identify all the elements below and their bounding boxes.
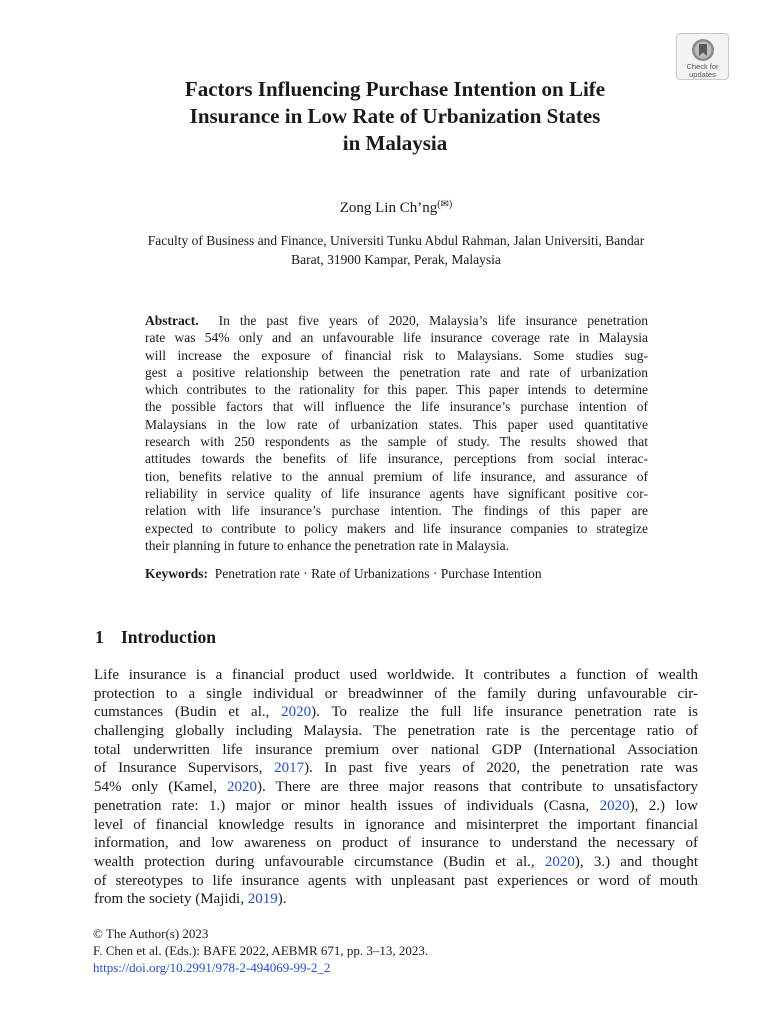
title-line: Factors Influencing Purchase Intention on Life	[184, 77, 606, 101]
citation-link[interactable]: 2019	[247, 891, 278, 908]
abstract-line: research with 250 respondents as the sample of study. The results showed that	[145, 434, 648, 450]
affiliation	[100, 231, 692, 269]
abstract-line: relation with life insurance’s purchase intention. The findings of this paper are	[145, 503, 648, 519]
introduction-body	[94, 666, 698, 909]
abstract-label: Abstract.	[145, 313, 199, 328]
doi-link[interactable]: https://doi.org/10.2991/978-2-494069-99-2_2	[93, 960, 331, 975]
body-text: challenging globally including Malaysia. The penetration rate is the percentage ratio of	[94, 723, 698, 740]
paper-title	[100, 76, 690, 157]
body-text: wealth protection during unfavourable circumstance (Budin et al.,	[94, 853, 545, 870]
body-line	[94, 778, 698, 797]
abstract-line: the possible factors that will influence the life insurance’s purchase intention of	[145, 399, 648, 415]
footer	[93, 925, 428, 976]
body-line	[94, 685, 698, 704]
citation-line: F. Chen et al. (Eds.): BAFE 2022, AEBMR 671, pp. 3–13, 2023.	[93, 943, 429, 958]
body-text: of Insurance Supervisors,	[94, 760, 275, 777]
citation-link[interactable]: 2020	[226, 779, 257, 796]
body-text: ). In past five years of 2020, the penetration rate was	[304, 760, 698, 777]
body-text: ), 2.) low	[629, 797, 698, 814]
title-line: Insurance in Low Rate of Urbanization States	[189, 104, 601, 128]
affiliation-line: Barat, 31900 Kampar, Perak, Malaysia	[291, 252, 501, 267]
abstract-line	[145, 312, 648, 329]
body-line	[94, 722, 698, 741]
body-line	[94, 703, 698, 722]
body-line	[94, 816, 698, 835]
body-text: ), 3.) and thought	[574, 853, 699, 870]
body-text: from the society (Majidi,	[94, 891, 248, 908]
affiliation-line: Faculty of Business and Finance, Universiti Tunku Abdul Rahman, Jalan Universiti, Bandar	[147, 233, 645, 248]
abstract-line: will increase the exposure of financial risk to Malaysians. Some studies sug-	[145, 347, 648, 363]
body-line	[94, 872, 698, 891]
abstract-line: tion, benefits relative to the annual premium of life insurance, and assurance of	[145, 468, 648, 484]
abstract-line: attitudes towards the benefits of life insurance, perceptions from social interac-	[145, 451, 648, 467]
check-for-updates-badge[interactable]	[676, 33, 729, 80]
section-heading	[95, 626, 216, 648]
citation-link[interactable]: 2020	[599, 797, 630, 814]
abstract-line: their planning in future to enhance the penetration rate in Malaysia.	[145, 537, 509, 553]
body-text: ).	[277, 891, 287, 908]
citation-link[interactable]: 2020	[544, 853, 575, 870]
abstract-line: rate was 54% only and an unfavourable life insurance coverage rate in Malaysia	[145, 330, 648, 346]
keywords	[145, 565, 648, 583]
body-text: protection to a single individual or breadwinner of the family during unfavourable cir-	[94, 685, 698, 702]
body-line	[94, 759, 698, 778]
section-title: Introduction	[121, 627, 216, 647]
body-text: 54% only (Kamel,	[94, 779, 227, 796]
body-text: of stereotypes to life insurance agents with unpleasant past experiences or word of mouth	[94, 872, 698, 889]
body-line	[94, 666, 698, 685]
body-line	[94, 834, 698, 853]
keywords-text: Penetration rate · Rate of Urbanizations · Purchase Intention	[214, 566, 542, 581]
author-line	[0, 195, 768, 218]
body-line	[94, 741, 698, 760]
section-number: 1	[95, 627, 104, 647]
body-text: Life insurance is a financial product used worldwide. It contributes a function of wealth	[94, 667, 698, 683]
body-text: ). There are three major reasons that contribute to unsatisfactory	[256, 779, 699, 796]
abstract-line: expected to contribute to policy makers and life insurance companies to strategize	[145, 520, 648, 536]
abstract-line: Malaysians in the low rate of urbanization states. This paper used quantitative	[145, 416, 648, 432]
body-text: level of financial knowledge results in ignorance and misinterpret the important financial	[94, 816, 698, 833]
title-line: in Malaysia	[342, 131, 448, 155]
body-text: information, and low awareness on product of insurance to understand the necessary of	[94, 835, 698, 852]
abstract-line: reliability in service quality of life insurance agents have significant positive cor-	[145, 485, 648, 501]
body-line	[94, 853, 698, 872]
body-line	[94, 797, 698, 816]
author-name: Zong Lin Ch’ng	[339, 200, 438, 216]
badge-label: Check for updates	[686, 62, 719, 79]
body-text: ). To realize the full life insurance penetration rate is	[311, 704, 698, 721]
corresponding-author-mark[interactable]: (✉)	[437, 199, 453, 210]
body-line	[94, 890, 698, 909]
keywords-label: Keywords:	[145, 566, 208, 581]
abstract	[145, 312, 648, 554]
citation-link[interactable]: 2017	[274, 760, 305, 777]
abstract-text: In the past five years of 2020, Malaysia’s life insurance penetration	[218, 313, 648, 328]
citation-link[interactable]: 2020	[281, 704, 312, 721]
abstract-line: gest a positive relationship between the penetration rate and rate of urbanization	[145, 364, 648, 380]
body-text: cumstances (Budin et al.,	[94, 704, 282, 721]
bookmark-check-icon	[690, 38, 716, 62]
body-text: penetration rate: 1.) major or minor health issues of individuals (Casna,	[94, 797, 600, 814]
copyright-line: © The Author(s) 2023	[93, 926, 209, 941]
abstract-line: which contributes to the rationality for this paper. This paper intends to determine	[145, 382, 648, 398]
body-text: total underwritten life insurance premium over national GDP (International Association	[94, 741, 698, 758]
